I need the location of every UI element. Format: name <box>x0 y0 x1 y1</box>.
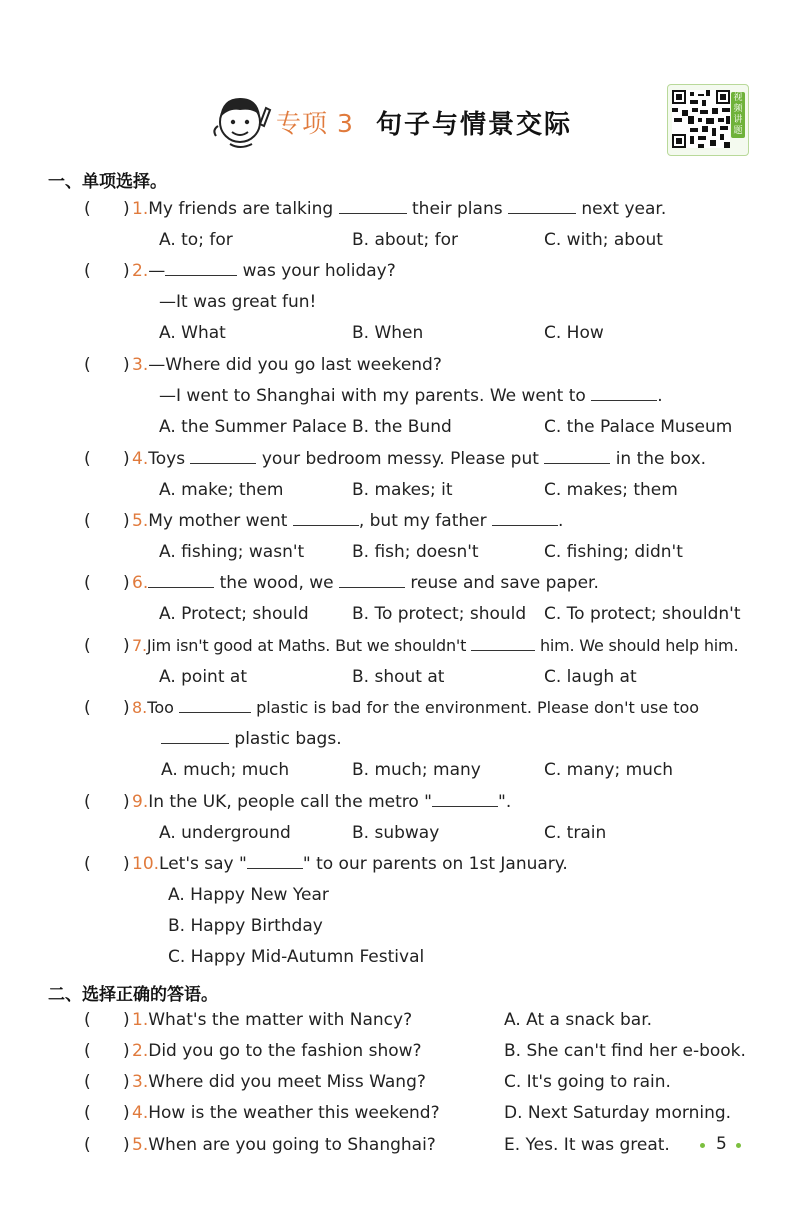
option-c: C. How <box>544 323 604 343</box>
question-number: 10. <box>132 854 160 874</box>
option-b: B. shout at <box>352 667 445 687</box>
question-7: 7.Jim isn't good at Maths. But we shouldn't him. We should help him. <box>132 636 739 655</box>
answer-paren[interactable]: ( ) <box>84 698 130 718</box>
option-a: A. make; them <box>159 480 284 500</box>
option-c: C. laugh at <box>544 667 637 687</box>
option-a: A. Happy New Year <box>168 885 329 905</box>
section1-heading: 一、单项选择。 <box>48 172 167 192</box>
question-number: 5. <box>132 511 149 531</box>
page-dot-left <box>700 1143 705 1148</box>
match-answer-b: B. She can't find her e-book. <box>504 1041 746 1061</box>
question-number: 6. <box>132 573 149 593</box>
blank[interactable] <box>148 573 214 588</box>
page-title: 句子与情景交际 <box>376 110 573 140</box>
option-b: B. fish; doesn't <box>352 542 479 562</box>
question-9: 9.In the UK, people call the metro " ". <box>132 792 512 812</box>
answer-paren[interactable]: ( ) <box>84 199 130 219</box>
answer-paren[interactable]: ( ) <box>84 1041 130 1061</box>
option-c: C. train <box>544 823 607 843</box>
question-10: 10.Let's say " " to our parents on 1st January. <box>132 854 568 874</box>
video-explain-label: 视频讲题 <box>731 92 745 138</box>
question-4: 4.Toys your bedroom messy. Please put in the box. <box>132 449 707 469</box>
question-number: 5. <box>132 1135 149 1155</box>
question-number: 2. <box>132 1041 149 1061</box>
question-number: 1. <box>132 199 149 219</box>
option-c: C. To protect; shouldn't <box>544 604 741 624</box>
blank[interactable] <box>179 698 251 713</box>
blank[interactable] <box>165 261 237 276</box>
answer-paren[interactable]: ( ) <box>84 511 130 531</box>
blank[interactable] <box>190 449 256 464</box>
option-a: A. underground <box>159 823 291 843</box>
answer-paren[interactable]: ( ) <box>84 1103 130 1123</box>
question-number: 1. <box>132 1010 149 1030</box>
option-b: B. much; many <box>352 760 481 780</box>
blank[interactable] <box>544 449 610 464</box>
question-5: 5.My mother went , but my father . <box>132 511 564 531</box>
question-number: 8. <box>132 698 148 717</box>
question-1: 1.My friends are talking their plans next year. <box>132 199 667 219</box>
question-3-reply: —I went to Shanghai with my parents. We went to . <box>159 386 663 406</box>
match-question-1: 1.What's the matter with Nancy? <box>132 1010 413 1030</box>
answer-paren[interactable]: ( ) <box>84 449 130 469</box>
match-question-3: 3.Where did you meet Miss Wang? <box>132 1072 426 1092</box>
option-b: B. makes; it <box>352 480 453 500</box>
blank[interactable] <box>432 792 498 807</box>
question-8-continued: plastic bags. <box>161 729 342 749</box>
blank[interactable] <box>339 199 407 214</box>
option-c: C. fishing; didn't <box>544 542 683 562</box>
qr-code-icon[interactable] <box>672 90 730 148</box>
blank[interactable] <box>492 511 558 526</box>
answer-paren[interactable]: ( ) <box>84 261 130 281</box>
question-number: 7. <box>132 636 147 655</box>
blank[interactable] <box>471 636 535 651</box>
option-a: A. point at <box>159 667 247 687</box>
option-b: B. When <box>352 323 424 343</box>
option-c: C. with; about <box>544 230 663 250</box>
option-a: A. Protect; should <box>159 604 309 624</box>
question-number: 3. <box>132 1072 149 1092</box>
option-b: B. the Bund <box>352 417 452 437</box>
match-question-2: 2.Did you go to the fashion show? <box>132 1041 422 1061</box>
question-2-reply: —It was great fun! <box>159 292 317 312</box>
question-number: 3. <box>132 355 149 375</box>
option-b: B. subway <box>352 823 440 843</box>
option-a: A. the Summer Palace <box>159 417 347 437</box>
match-answer-a: A. At a snack bar. <box>504 1010 653 1030</box>
match-question-4: 4.How is the weather this weekend? <box>132 1103 440 1123</box>
option-c: C. Happy Mid-Autumn Festival <box>168 947 425 967</box>
option-b: B. Happy Birthday <box>168 916 323 936</box>
page-header <box>0 0 800 160</box>
section2-heading: 二、选择正确的答语。 <box>48 985 218 1005</box>
page-number: 5 <box>716 1134 727 1154</box>
option-c: C. makes; them <box>544 480 678 500</box>
match-answer-d: D. Next Saturday morning. <box>504 1103 732 1123</box>
blank[interactable] <box>247 854 303 869</box>
question-3: 3.—Where did you go last weekend? <box>132 355 442 375</box>
question-number: 4. <box>132 1103 149 1123</box>
question-number: 9. <box>132 792 149 812</box>
answer-paren[interactable]: ( ) <box>84 792 130 812</box>
match-answer-c: C. It's going to rain. <box>504 1072 671 1092</box>
option-a: A. to; for <box>159 230 233 250</box>
answer-paren[interactable]: ( ) <box>84 355 130 375</box>
answer-paren[interactable]: ( ) <box>84 1010 130 1030</box>
page-dot-right <box>736 1143 741 1148</box>
question-number: 2. <box>132 261 149 281</box>
option-a: A. What <box>159 323 226 343</box>
option-a: A. fishing; wasn't <box>159 542 305 562</box>
blank[interactable] <box>293 511 359 526</box>
question-6: 6. the wood, we reuse and save paper. <box>132 573 599 593</box>
match-question-5: 5.When are you going to Shanghai? <box>132 1135 436 1155</box>
answer-paren[interactable]: ( ) <box>84 636 130 656</box>
blank[interactable] <box>161 729 229 744</box>
answer-paren[interactable]: ( ) <box>84 573 130 593</box>
answer-paren[interactable]: ( ) <box>84 854 130 874</box>
blank[interactable] <box>508 199 576 214</box>
question-number: 4. <box>132 449 149 469</box>
match-answer-e: E. Yes. It was great. <box>504 1135 670 1155</box>
mascot-boy-icon <box>210 86 274 152</box>
answer-paren[interactable]: ( ) <box>84 1072 130 1092</box>
question-2: 2.— was your holiday? <box>132 261 396 281</box>
question-8: 8.Too plastic is bad for the environment. Please don't use too <box>132 698 700 717</box>
blank[interactable] <box>591 386 657 401</box>
option-a: A. much; much <box>161 760 290 780</box>
option-b: B. To protect; should <box>352 604 527 624</box>
blank[interactable] <box>339 573 405 588</box>
answer-paren[interactable]: ( ) <box>84 1135 130 1155</box>
option-c: C. many; much <box>544 760 674 780</box>
option-b: B. about; for <box>352 230 459 250</box>
option-c: C. the Palace Museum <box>544 417 733 437</box>
topic-number: 专项 3 <box>276 109 354 138</box>
